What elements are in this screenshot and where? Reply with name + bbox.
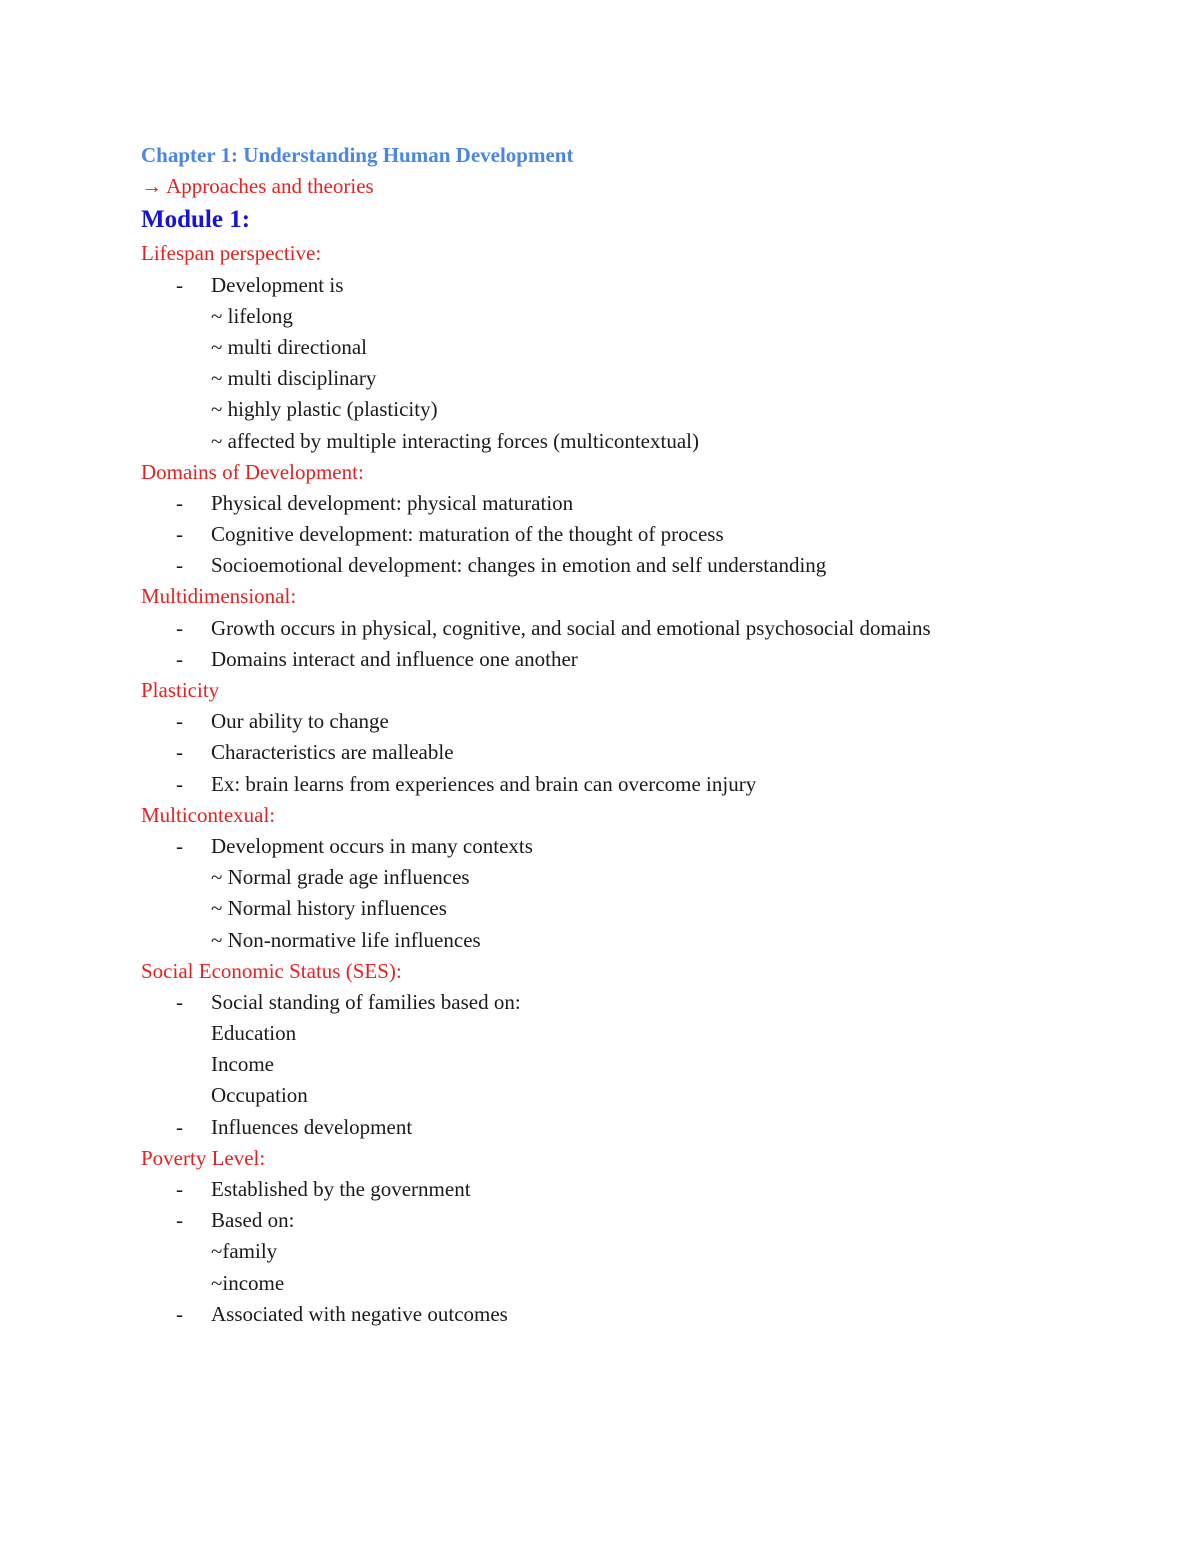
sub-item [141, 363, 1101, 394]
section-heading: Lifespan perspective: [141, 241, 322, 266]
item-text: Development is [211, 272, 344, 297]
bullet-marker: - [176, 1114, 183, 1139]
bullet-item [141, 613, 1101, 644]
section-heading: Multicontexual: [141, 802, 276, 827]
bullet-marker: - [176, 833, 183, 858]
item-text: Domains interact and influence one another [211, 646, 578, 671]
bullet-item [141, 270, 1101, 301]
bullet-marker: - [176, 740, 183, 765]
item-text: ~family [211, 1239, 278, 1264]
section-heading: Multidimensional: [141, 584, 297, 609]
item-text: Characteristics are malleable [211, 740, 454, 765]
bullet-item [141, 488, 1101, 519]
sub-item [141, 925, 1101, 956]
sub-item [141, 332, 1101, 363]
bullet-item [141, 1112, 1101, 1143]
bullet-marker: - [176, 272, 183, 297]
bullet-marker: - [176, 1208, 183, 1233]
module-title: Module 1: [141, 206, 251, 234]
bullet-marker: - [176, 709, 183, 734]
bullet-item [141, 1205, 1101, 1236]
item-text: Physical development: physical maturation [211, 490, 574, 515]
bullet-marker: - [176, 1301, 183, 1326]
bullet-item [141, 769, 1101, 800]
item-text: Growth occurs in physical, cognitive, and social and emotional psychosocial domains [211, 615, 931, 640]
item-text: Ex: brain learns from experiences and brain can overcome injury [211, 771, 757, 796]
bullet-marker: - [176, 522, 183, 547]
item-text: ~ multi directional [211, 334, 367, 359]
sub-item [141, 1080, 1101, 1111]
item-text: ~ Non-normative life influences [211, 927, 481, 952]
bullet-item [141, 831, 1101, 862]
sub-item [141, 862, 1101, 893]
bullet-item [141, 519, 1101, 550]
sub-item [141, 1018, 1101, 1049]
section-heading: Social Economic Status (SES): [141, 958, 402, 983]
bullet-item [141, 987, 1101, 1018]
bullet-item [141, 737, 1101, 768]
item-text: Established by the government [211, 1177, 471, 1201]
item-text: ~ Normal grade age influences [211, 865, 470, 890]
sub-item [141, 426, 1101, 457]
item-text: ~ multi disciplinary [211, 366, 377, 391]
item-text: Income [211, 1052, 274, 1077]
sub-item [141, 893, 1101, 924]
bullet-item [141, 550, 1101, 581]
item-text: Social standing of families based on: [211, 989, 521, 1014]
sub-item [141, 1049, 1101, 1080]
item-text: Cognitive development: maturation of the thought of process [211, 522, 724, 547]
item-text: ~ Normal history influences [211, 896, 447, 921]
bullet-item [141, 1299, 1101, 1330]
sub-item [141, 1236, 1101, 1267]
item-text: ~ highly plastic (plasticity) [211, 397, 438, 422]
document-page [141, 140, 1101, 1330]
chapter-title: Chapter 1: Understanding Human Development [141, 143, 574, 167]
bullet-marker: - [176, 989, 183, 1014]
bullet-marker: - [176, 553, 183, 578]
section-heading: Poverty Level: [141, 1145, 266, 1170]
item-text: ~ affected by multiple interacting forces (multicontextual) [211, 428, 699, 453]
sub-item [141, 301, 1101, 332]
bullet-marker: - [176, 771, 183, 796]
bullet-marker: - [176, 615, 183, 640]
item-text: Occupation [211, 1083, 308, 1108]
bullet-marker: - [176, 646, 183, 671]
bullet-item [141, 644, 1101, 675]
item-text: Associated with negative outcomes [211, 1301, 508, 1326]
item-text: Our ability to change [211, 709, 389, 734]
item-text: Education [211, 1021, 297, 1046]
bullet-item [141, 706, 1101, 737]
bullet-item [141, 1174, 1101, 1205]
notes-sections [141, 238, 1101, 1330]
section-heading: Plasticity [141, 678, 220, 702]
item-text: Socioemotional development: changes in emotion and self understanding [211, 553, 827, 578]
chapter-subtitle: → Approaches and theories [141, 174, 374, 199]
item-text: ~ lifelong [211, 303, 293, 328]
item-text: ~income [211, 1270, 285, 1295]
item-text: Development occurs in many contexts [211, 833, 533, 858]
sub-item [141, 1268, 1101, 1299]
bullet-marker: - [176, 490, 183, 515]
sub-item [141, 394, 1101, 425]
bullet-marker: - [176, 1177, 183, 1201]
item-text: Influences development [211, 1114, 413, 1139]
section-heading: Domains of Development: [141, 459, 364, 484]
item-text: Based on: [211, 1208, 295, 1233]
